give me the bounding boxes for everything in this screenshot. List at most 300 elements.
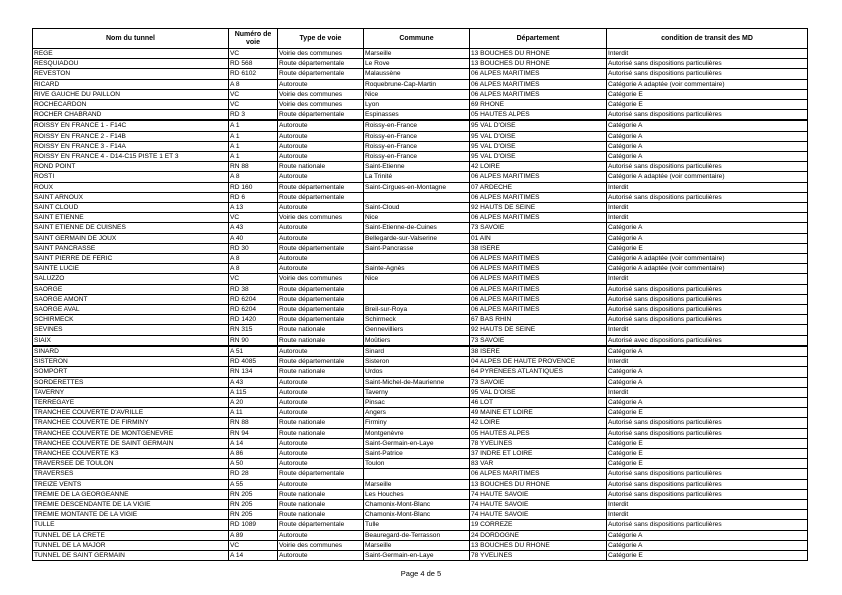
cell-tunnel-name: SAINT ETIENNE DE CUISNES (33, 223, 229, 233)
cell-department: 13 BOUCHES DU RHONE (470, 540, 607, 550)
cell-tunnel-name: TERREGAYE (33, 397, 229, 407)
cell-tunnel-name: SAINT PANCRASSE (33, 243, 229, 253)
cell-commune: Roissy-en-France (364, 152, 470, 162)
table-row (33, 69, 808, 79)
cell-department: 19 CORREZE (470, 520, 607, 530)
cell-department: 73 SAVOIE (470, 223, 607, 233)
cell-road-type: Voirie des communes (278, 274, 364, 284)
cell-department: 73 SAVOIE (470, 335, 607, 346)
table-row (33, 510, 808, 520)
table-row (33, 397, 808, 407)
cell-transit-condition: Autorisé sans dispositions particulières (607, 428, 808, 438)
cell-transit-condition: Interdit (607, 274, 808, 284)
cell-commune: Les Houches (364, 489, 470, 499)
cell-department: 06 ALPES MARITIMES (470, 274, 607, 284)
cell-road-type: Autoroute (278, 203, 364, 213)
table-row (33, 172, 808, 182)
cell-road-number: RN 88 (229, 162, 278, 172)
cell-road-number: A 1 (229, 131, 278, 141)
cell-department: 83 VAR (470, 459, 607, 469)
cell-department: 06 ALPES MARITIMES (470, 213, 607, 223)
cell-road-type: Voirie des communes (278, 49, 364, 59)
cell-commune: Saint-Cloud (364, 203, 470, 213)
cell-road-number: A 1 (229, 152, 278, 162)
table-row (33, 540, 808, 550)
cell-department: 46 LOT (470, 397, 607, 407)
table-row (33, 243, 808, 253)
cell-commune: Taverny (364, 387, 470, 397)
header-department: Département (470, 29, 607, 49)
cell-road-type: Route départementale (278, 305, 364, 315)
cell-transit-condition: Interdit (607, 49, 808, 59)
cell-department: 78 YVELINES (470, 438, 607, 448)
cell-road-number: RN 90 (229, 335, 278, 346)
table-row (33, 367, 808, 377)
cell-road-number: RN 315 (229, 325, 278, 335)
cell-road-type: Route départementale (278, 59, 364, 69)
cell-road-number: RN 88 (229, 418, 278, 428)
cell-road-number: VC (229, 100, 278, 110)
cell-transit-condition: Interdit (607, 182, 808, 192)
cell-transit-condition: Autorisé sans dispositions particulières (607, 284, 808, 294)
cell-tunnel-name: ROUX (33, 182, 229, 192)
cell-department: 06 ALPES MARITIMES (470, 294, 607, 304)
cell-road-number: RD 6102 (229, 69, 278, 79)
cell-road-type: Route nationale (278, 428, 364, 438)
cell-commune: Roquebrune-Cap-Martin (364, 79, 470, 89)
cell-road-number: RD 6204 (229, 305, 278, 315)
table-row (33, 387, 808, 397)
cell-road-number: VC (229, 540, 278, 550)
cell-department: 92 HAUTS DE SEINE (470, 203, 607, 213)
header-road-number: Numéro de voie (229, 29, 278, 49)
table-row (33, 325, 808, 335)
cell-transit-condition: Autorisé sans dispositions particulières (607, 305, 808, 315)
cell-tunnel-name: TREIZE VENTS (33, 479, 229, 489)
cell-department: 13 BOUCHES DU RHONE (470, 59, 607, 69)
cell-tunnel-name: SAINT ETIENNE (33, 213, 229, 223)
cell-road-type: Autoroute (278, 254, 364, 264)
cell-commune: Roissy-en-France (364, 131, 470, 141)
table-row (33, 335, 808, 346)
cell-transit-condition: Catégorie E (607, 408, 808, 418)
cell-commune: Roissy-en-France (364, 141, 470, 151)
cell-commune: Saint-Etienne (364, 162, 470, 172)
table-row (33, 100, 808, 110)
cell-road-number: A 8 (229, 264, 278, 274)
cell-transit-condition: Catégorie A adaptée (voir commentaire) (607, 264, 808, 274)
cell-transit-condition: Autorisé sans dispositions particulières (607, 315, 808, 325)
header-commune: Commune (364, 29, 470, 49)
cell-commune: Toulon (364, 459, 470, 469)
cell-road-number: A 115 (229, 387, 278, 397)
cell-transit-condition: Interdit (607, 499, 808, 509)
cell-road-type: Autoroute (278, 530, 364, 540)
cell-road-type: Route nationale (278, 335, 364, 346)
cell-tunnel-name: TULLE (33, 520, 229, 530)
table-row (33, 550, 808, 560)
cell-department: 95 VAL D'OISE (470, 131, 607, 141)
cell-road-type: Route départementale (278, 520, 364, 530)
cell-transit-condition: Autorisé sans dispositions particulières (607, 59, 808, 69)
cell-commune: Malaussène (364, 69, 470, 79)
cell-commune: Saint-Germain-en-Laye (364, 550, 470, 560)
cell-road-type: Route départementale (278, 469, 364, 479)
cell-transit-condition: Autorisé sans dispositions particulières (607, 489, 808, 499)
cell-transit-condition: Catégorie A adaptée (voir commentaire) (607, 79, 808, 89)
table-row (33, 448, 808, 458)
cell-department: 67 BAS RHIN (470, 315, 607, 325)
header-transit-condition: condition de transit des MD (607, 29, 808, 49)
cell-tunnel-name: SOMPORT (33, 367, 229, 377)
table-row (33, 223, 808, 233)
cell-tunnel-name: SAINT GERMAIN DE JOUX (33, 233, 229, 243)
cell-road-number: VC (229, 274, 278, 284)
table-row (33, 213, 808, 223)
cell-road-type: Route départementale (278, 315, 364, 325)
cell-road-type: Voirie des communes (278, 89, 364, 99)
cell-commune: Tulle (364, 520, 470, 530)
cell-tunnel-name: TREMIE DESCENDANTE DE LA VIGIE (33, 499, 229, 509)
cell-commune: Urdos (364, 367, 470, 377)
table-header-row (33, 29, 808, 49)
cell-tunnel-name: TREMIE DE LA GEORGEANNE (33, 489, 229, 499)
table-row (33, 233, 808, 243)
cell-transit-condition: Autorisé sans dispositions particulières (607, 469, 808, 479)
cell-commune (364, 294, 470, 304)
table-row (33, 499, 808, 509)
cell-tunnel-name: TRANCHEE COUVERTE DE MONTGENEVRE (33, 428, 229, 438)
cell-transit-condition: Catégorie E (607, 438, 808, 448)
cell-transit-condition: Catégorie E (607, 243, 808, 253)
cell-tunnel-name: SALUZZO (33, 274, 229, 284)
cell-road-number: A 51 (229, 346, 278, 357)
cell-tunnel-name: SAINT PIERRE DE FERIC (33, 254, 229, 264)
table-row (33, 110, 808, 121)
cell-department: 05 HAUTES ALPES (470, 428, 607, 438)
cell-commune: La Trinité (364, 172, 470, 182)
cell-department: 38 ISERE (470, 346, 607, 357)
table-row (33, 459, 808, 469)
cell-tunnel-name: TRAVERSES (33, 469, 229, 479)
cell-road-number: RD 6204 (229, 294, 278, 304)
cell-department: 04 ALPES DE HAUTE PROVENCE (470, 357, 607, 367)
table-row (33, 530, 808, 540)
table-body (33, 49, 808, 561)
cell-road-type: Voirie des communes (278, 100, 364, 110)
cell-road-number: RD 38 (229, 284, 278, 294)
cell-road-type: Autoroute (278, 397, 364, 407)
cell-road-type: Autoroute (278, 141, 364, 151)
cell-tunnel-name: SAINT CLOUD (33, 203, 229, 213)
cell-road-number: RN 205 (229, 499, 278, 509)
table-row (33, 418, 808, 428)
cell-road-type: Route nationale (278, 489, 364, 499)
cell-department: 69 RHONE (470, 100, 607, 110)
cell-road-type: Autoroute (278, 377, 364, 387)
cell-transit-condition: Autorisé sans dispositions particulières (607, 520, 808, 530)
header-road-type: Type de voie (278, 29, 364, 49)
cell-department: 13 BOUCHES DU RHONE (470, 479, 607, 489)
cell-road-type: Autoroute (278, 408, 364, 418)
cell-road-type: Route départementale (278, 110, 364, 121)
cell-department: 38 ISERE (470, 243, 607, 253)
table-row (33, 274, 808, 284)
cell-tunnel-name: ROND POINT (33, 162, 229, 172)
cell-transit-condition: Catégorie A (607, 397, 808, 407)
cell-commune: Nice (364, 274, 470, 284)
cell-road-number: A 8 (229, 172, 278, 182)
cell-transit-condition: Interdit (607, 213, 808, 223)
table-row (33, 192, 808, 202)
cell-road-number: RD 1420 (229, 315, 278, 325)
cell-road-number: A 14 (229, 438, 278, 448)
table-row (33, 203, 808, 213)
cell-transit-condition: Catégorie A (607, 233, 808, 243)
cell-department: 05 HAUTES ALPES (470, 110, 607, 121)
cell-tunnel-name: SIAIX (33, 335, 229, 346)
cell-tunnel-name: RICARD (33, 79, 229, 89)
cell-tunnel-name: TRANCHEE COUVERTE DE SAINT GERMAIN (33, 438, 229, 448)
cell-tunnel-name: ROCHER CHABRAND (33, 110, 229, 121)
cell-department: 74 HAUTE SAVOIE (470, 510, 607, 520)
cell-commune: Bellegarde-sur-Valserine (364, 233, 470, 243)
cell-road-number: A 40 (229, 233, 278, 243)
cell-transit-condition: Autorisé sans dispositions particulières (607, 192, 808, 202)
cell-transit-condition: Interdit (607, 325, 808, 335)
cell-road-type: Route départementale (278, 294, 364, 304)
cell-tunnel-name: SEVINES (33, 325, 229, 335)
cell-department: 74 HAUTE SAVOIE (470, 499, 607, 509)
cell-road-number: RD 30 (229, 243, 278, 253)
cell-transit-condition: Autorisé sans dispositions particulières (607, 69, 808, 79)
cell-transit-condition: Catégorie A (607, 120, 808, 131)
cell-tunnel-name: TRANCHEE COUVERTE K3 (33, 448, 229, 458)
table-row (33, 264, 808, 274)
cell-road-number: RN 205 (229, 510, 278, 520)
cell-department: 42 LOIRE (470, 418, 607, 428)
cell-tunnel-name: SCHIRMECK (33, 315, 229, 325)
cell-road-number: VC (229, 213, 278, 223)
cell-tunnel-name: SISTERON (33, 357, 229, 367)
cell-tunnel-name: ROISSY EN FRANCE 4 - D14-C15 PISTE 1 ET 3 (33, 152, 229, 162)
cell-commune: Chamonix-Mont-Blanc (364, 499, 470, 509)
cell-department: 74 HAUTE SAVOIE (470, 489, 607, 499)
cell-commune (364, 284, 470, 294)
cell-road-number: RD 6 (229, 192, 278, 202)
table-row (33, 49, 808, 59)
cell-transit-condition: Interdit (607, 357, 808, 367)
cell-road-number: RD 568 (229, 59, 278, 69)
cell-road-type: Route départementale (278, 192, 364, 202)
cell-road-number: RD 28 (229, 469, 278, 479)
cell-department: 42 LOIRE (470, 162, 607, 172)
cell-transit-condition: Catégorie A (607, 377, 808, 387)
cell-road-type: Route départementale (278, 357, 364, 367)
cell-commune (364, 254, 470, 264)
cell-road-type: Voirie des communes (278, 540, 364, 550)
cell-department: 06 ALPES MARITIMES (470, 69, 607, 79)
table-row (33, 182, 808, 192)
cell-commune: Moûtiers (364, 335, 470, 346)
cell-commune: Nice (364, 213, 470, 223)
table-row (33, 141, 808, 151)
cell-transit-condition: Catégorie A (607, 141, 808, 151)
cell-tunnel-name: SAORGE AMONT (33, 294, 229, 304)
cell-commune: Nice (364, 89, 470, 99)
cell-tunnel-name: SAINT ARNOUX (33, 192, 229, 202)
cell-road-type: Autoroute (278, 550, 364, 560)
cell-road-number: A 11 (229, 408, 278, 418)
tunnel-table (32, 28, 808, 561)
cell-department: 06 ALPES MARITIMES (470, 79, 607, 89)
cell-tunnel-name: ROCHECARDON (33, 100, 229, 110)
cell-transit-condition: Catégorie A (607, 530, 808, 540)
cell-transit-condition: Catégorie A adaptée (voir commentaire) (607, 172, 808, 182)
cell-department: 06 ALPES MARITIMES (470, 469, 607, 479)
cell-transit-condition: Interdit (607, 203, 808, 213)
table-row (33, 162, 808, 172)
cell-road-type: Voirie des communes (278, 213, 364, 223)
cell-road-number: RD 160 (229, 182, 278, 192)
cell-road-type: Autoroute (278, 459, 364, 469)
cell-tunnel-name: TRANCHEE COUVERTE DE FIRMINY (33, 418, 229, 428)
cell-road-type: Route départementale (278, 243, 364, 253)
table-row (33, 357, 808, 367)
cell-commune: Gennevilliers (364, 325, 470, 335)
cell-tunnel-name: REVESTON (33, 69, 229, 79)
cell-road-number: A 50 (229, 459, 278, 469)
cell-department: 95 VAL D'OISE (470, 141, 607, 151)
cell-road-type: Autoroute (278, 387, 364, 397)
cell-transit-condition: Catégorie E (607, 459, 808, 469)
cell-tunnel-name: ROISSY EN FRANCE 2 - F14B (33, 131, 229, 141)
cell-road-number: A 86 (229, 448, 278, 458)
cell-department: 06 ALPES MARITIMES (470, 89, 607, 99)
cell-road-number: RN 205 (229, 489, 278, 499)
table-row (33, 152, 808, 162)
cell-transit-condition: Autorisé avec dispositions particulières (607, 335, 808, 346)
cell-department: 06 ALPES MARITIMES (470, 264, 607, 274)
cell-transit-condition: Catégorie A (607, 540, 808, 550)
cell-road-number: A 43 (229, 223, 278, 233)
cell-commune: Roissy-en-France (364, 120, 470, 131)
cell-transit-condition: Catégorie E (607, 550, 808, 560)
cell-tunnel-name: TREMIE MONTANTE DE LA VIGIE (33, 510, 229, 520)
cell-tunnel-name: RESQUIADOU (33, 59, 229, 69)
cell-road-type: Route nationale (278, 325, 364, 335)
cell-road-number: RD 4085 (229, 357, 278, 367)
table-row (33, 489, 808, 499)
cell-tunnel-name: TRANCHEE COUVERTE D'AVRILLE (33, 408, 229, 418)
table-row (33, 438, 808, 448)
cell-road-number: A 1 (229, 141, 278, 151)
page-footer: Page 4 de 5 (400, 569, 442, 578)
cell-road-type: Route nationale (278, 418, 364, 428)
cell-commune: Sainte-Agnès (364, 264, 470, 274)
cell-road-type: Autoroute (278, 152, 364, 162)
cell-road-number: A 8 (229, 79, 278, 89)
cell-tunnel-name: RIVE GAUCHE DU PAILLON (33, 89, 229, 99)
cell-commune: Saint-Michel-de-Maurienne (364, 377, 470, 387)
cell-road-number: RN 134 (229, 367, 278, 377)
cell-department: 06 ALPES MARITIMES (470, 284, 607, 294)
cell-transit-condition: Autorisé sans dispositions particulières (607, 110, 808, 121)
cell-tunnel-name: ROISSY EN FRANCE 1 - F14C (33, 120, 229, 131)
cell-tunnel-name: TUNNEL DE SAINT GERMAIN (33, 550, 229, 560)
cell-road-type: Autoroute (278, 346, 364, 357)
cell-department: 06 ALPES MARITIMES (470, 192, 607, 202)
cell-road-number: A 20 (229, 397, 278, 407)
cell-transit-condition: Autorisé sans dispositions particulières (607, 162, 808, 172)
cell-commune: Sinard (364, 346, 470, 357)
cell-road-number: A 1 (229, 120, 278, 131)
cell-tunnel-name: TUNNEL DE LA CRETE (33, 530, 229, 540)
cell-tunnel-name: REGE (33, 49, 229, 59)
cell-road-type: Autoroute (278, 120, 364, 131)
cell-department: 78 YVELINES (470, 550, 607, 560)
cell-tunnel-name: ROISSY EN FRANCE 3 - F14A (33, 141, 229, 151)
cell-transit-condition: Autorisé sans dispositions particulières (607, 479, 808, 489)
cell-department: 73 SAVOIE (470, 377, 607, 387)
cell-commune: Saint-Patrice (364, 448, 470, 458)
table-row (33, 59, 808, 69)
cell-road-number: A 55 (229, 479, 278, 489)
cell-commune: Sisteron (364, 357, 470, 367)
cell-transit-condition: Catégorie A (607, 223, 808, 233)
cell-road-number: RN 94 (229, 428, 278, 438)
cell-commune: Beauregard-de-Terrasson (364, 530, 470, 540)
cell-commune: Saint-Cirgues-en-Montagne (364, 182, 470, 192)
table-row (33, 346, 808, 357)
cell-tunnel-name: SORDERETTES (33, 377, 229, 387)
table-row (33, 408, 808, 418)
cell-department: 13 BOUCHES DU RHONE (470, 49, 607, 59)
cell-commune: Schirmeck (364, 315, 470, 325)
cell-tunnel-name: SINARD (33, 346, 229, 357)
cell-road-number: RD 3 (229, 110, 278, 121)
cell-tunnel-name: TAVERNY (33, 387, 229, 397)
cell-road-type: Route nationale (278, 499, 364, 509)
cell-transit-condition: Catégorie A adaptée (voir commentaire) (607, 254, 808, 264)
cell-tunnel-name: TRAVERSEE DE TOULON (33, 459, 229, 469)
cell-department: 06 ALPES MARITIMES (470, 305, 607, 315)
table-row (33, 315, 808, 325)
cell-transit-condition: Interdit (607, 510, 808, 520)
cell-department: 01 AIN (470, 233, 607, 243)
header-tunnel-name: Nom du tunnel (33, 29, 229, 49)
cell-department: 95 VAL D'OISE (470, 120, 607, 131)
table-row (33, 89, 808, 99)
cell-road-number: A 13 (229, 203, 278, 213)
cell-commune: Espinasses (364, 110, 470, 121)
table-row (33, 520, 808, 530)
cell-transit-condition: Autorisé sans dispositions particulières (607, 294, 808, 304)
cell-commune: Montgenèvre (364, 428, 470, 438)
cell-commune (364, 469, 470, 479)
cell-department: 07 ARDECHE (470, 182, 607, 192)
cell-road-type: Autoroute (278, 223, 364, 233)
cell-commune (364, 192, 470, 202)
cell-road-type: Autoroute (278, 438, 364, 448)
cell-commune: Firminy (364, 418, 470, 428)
cell-transit-condition: Catégorie E (607, 448, 808, 458)
cell-transit-condition: Catégorie E (607, 100, 808, 110)
table-row (33, 428, 808, 438)
cell-department: 37 INDRE ET LOIRE (470, 448, 607, 458)
cell-road-type: Autoroute (278, 448, 364, 458)
cell-department: 24 DORDOGNE (470, 530, 607, 540)
